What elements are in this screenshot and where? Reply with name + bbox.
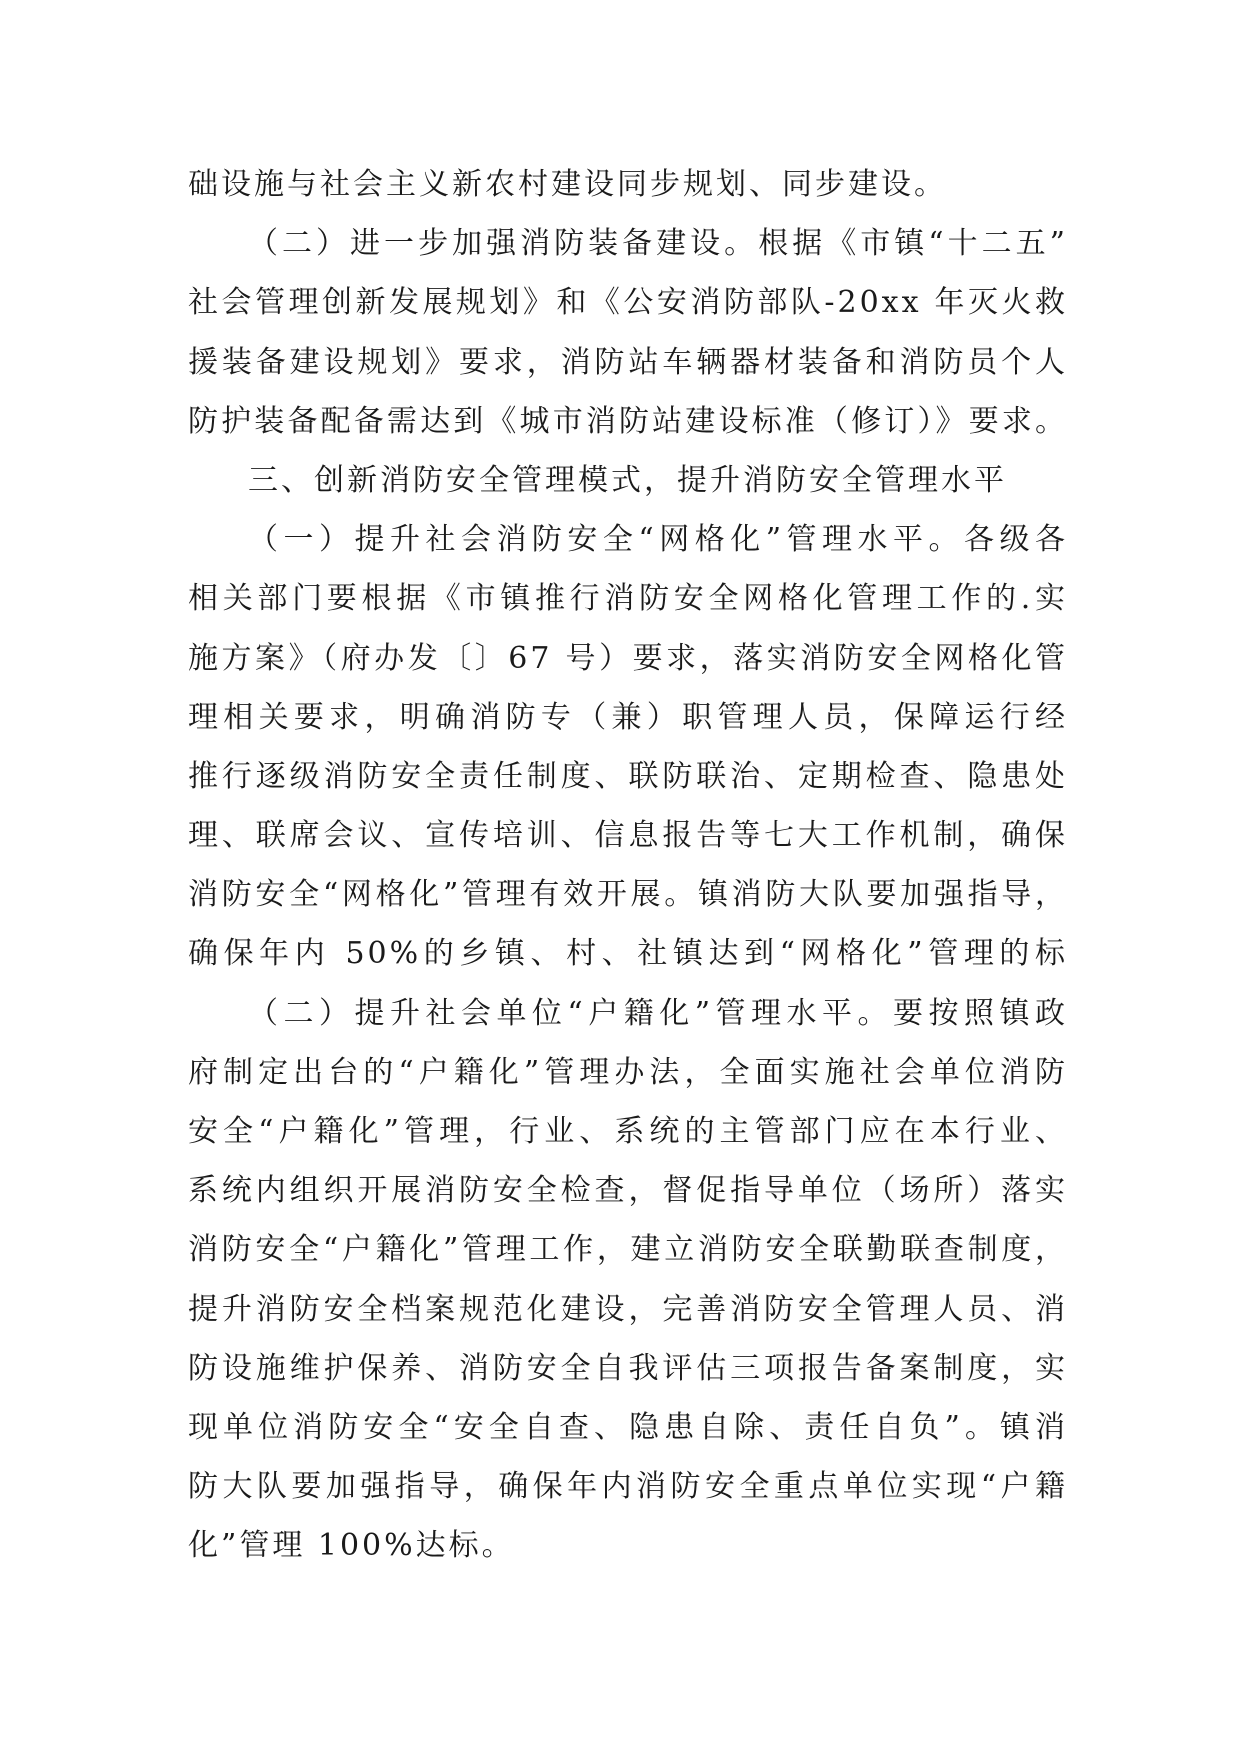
- text-line-18: 系统内组织开展消防安全检查，督促指导单位（场所）落实: [188, 1173, 1068, 1209]
- text-line-19: 消防安全“户籍化”管理工作，建立消防安全联勤联查制度，: [188, 1232, 1068, 1268]
- text-line-21: 防设施维护保养、消防安全自我评估三项报告备案制度，实: [188, 1350, 1068, 1386]
- text-line-17: 安全“户籍化”管理，行业、系统的主管部门应在本行业、: [188, 1114, 1068, 1149]
- text-line-9: 施方案》（府办发〔〕67 号）要求，落实消防安全网格化管: [188, 640, 1068, 676]
- text-line-7: （一）提升社会消防安全“网格化”管理水平。各级各: [248, 522, 1068, 558]
- section-heading: 三、创新消防安全管理模式，提升消防安全管理水平: [248, 462, 1007, 498]
- text-line-14: 确保年内 50%的乡镇、村、社镇达到“网格化”管理的标: [188, 936, 1068, 972]
- text-line-23: 防大队要加强指导，确保年内消防安全重点单位实现“户籍: [188, 1469, 1068, 1505]
- text-line-13: 消防安全“网格化”管理有效开展。镇消防大队要加强指导，: [188, 877, 1068, 913]
- text-line-1: 础设施与社会主义新农村建设同步规划、同步建设。: [188, 167, 947, 202]
- text-line-24: 化”管理 100%达标。: [188, 1528, 515, 1564]
- text-line-2: （二）进一步加强消防装备建设。根据《市镇“十二五”: [248, 226, 1068, 262]
- text-line-15: （二）提升社会单位“户籍化”管理水平。要按照镇政: [248, 995, 1068, 1031]
- text-line-22: 现单位消防安全“安全自查、隐患自除、责任自负”。镇消: [188, 1409, 1068, 1445]
- text-line-3: 社会管理创新发展规划》和《公安消防部队-20xx 年灭火救: [188, 285, 1068, 321]
- text-line-10: 理相关要求，明确消防专（兼）职管理人员，保障运行经: [188, 699, 1068, 735]
- text-line-5: 防护装备配备需达到《城市消防站建设标准（修订）》要求。: [188, 403, 1068, 439]
- text-line-4: 援装备建设规划》要求，消防站车辆器材装备和消防员个人: [188, 344, 1068, 380]
- text-line-11: 推行逐级消防安全责任制度、联防联治、定期检查、隐患处: [188, 758, 1068, 794]
- text-line-16: 府制定出台的“户籍化”管理办法，全面实施社会单位消防: [188, 1054, 1068, 1090]
- text-line-8: 相关部门要根据《市镇推行消防安全网格化管理工作的.实: [188, 581, 1068, 617]
- text-line-12: 理、联席会议、宣传培训、信息报告等七大工作机制，确保: [188, 818, 1068, 854]
- text-line-20: 提升消防安全档案规范化建设，完善消防安全管理人员、消: [188, 1291, 1068, 1327]
- document-body: [188, 155, 1068, 1576]
